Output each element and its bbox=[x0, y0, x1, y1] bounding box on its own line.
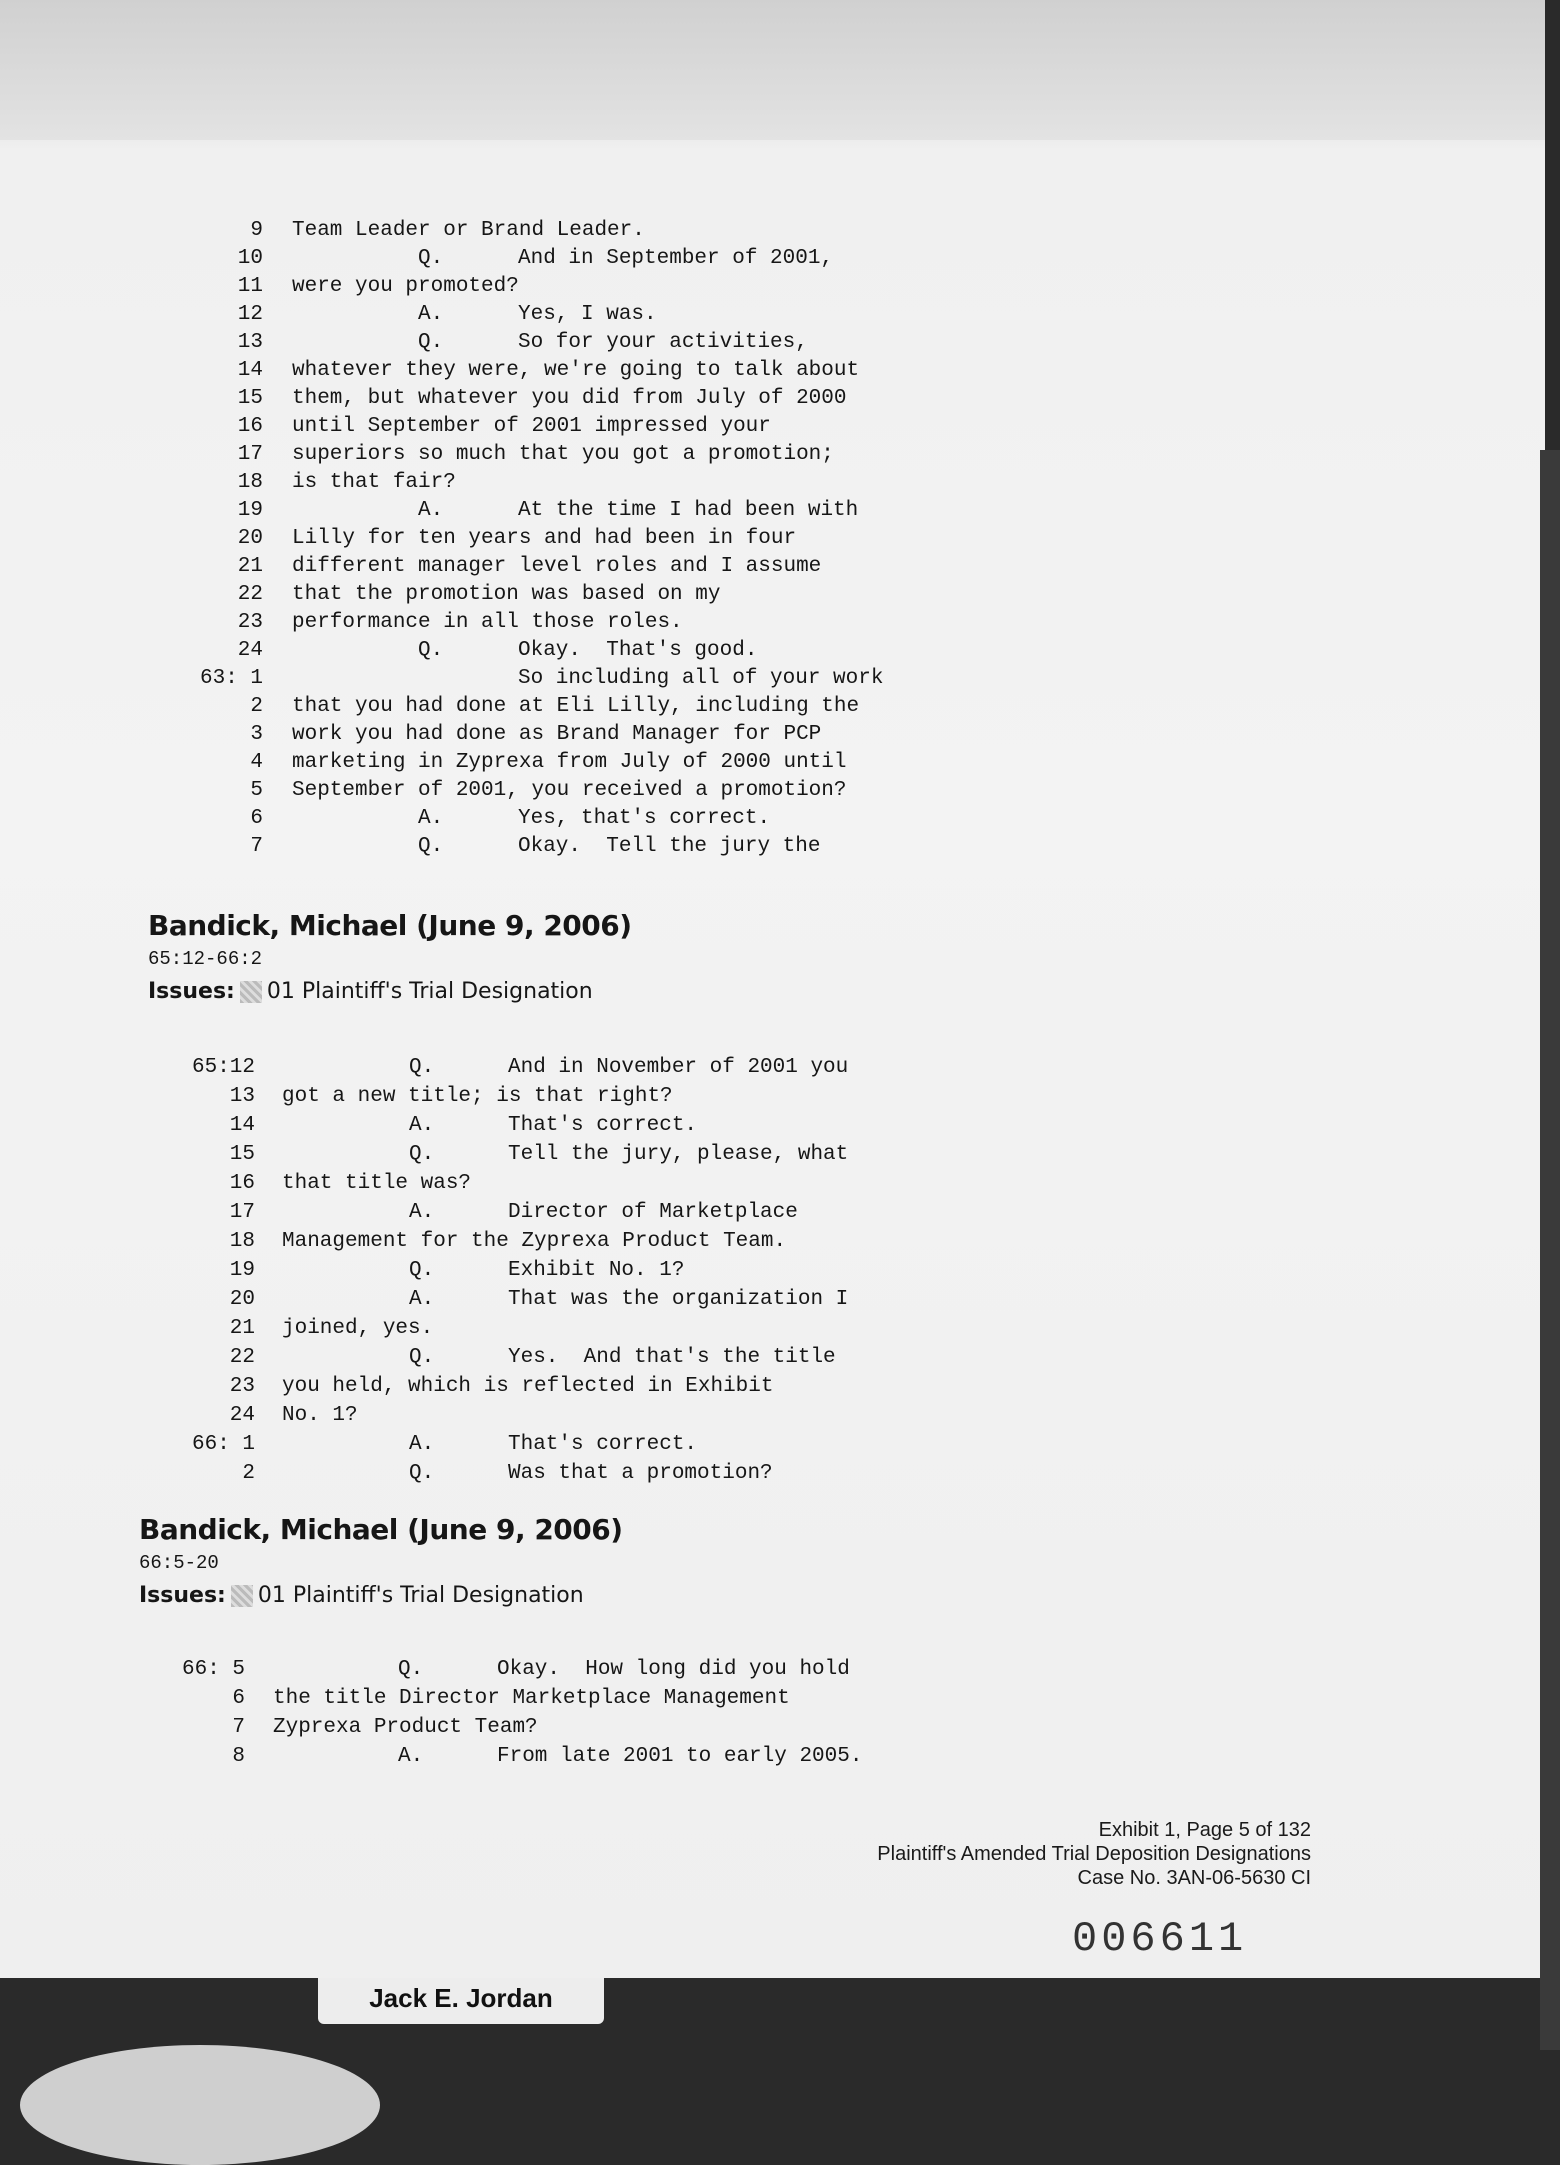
speaker-label: Q. bbox=[409, 1462, 435, 1485]
transcript-line bbox=[0, 274, 1000, 300]
line-number: 65:12 bbox=[191, 1056, 255, 1079]
transcript-line bbox=[0, 470, 1000, 496]
exhibit-page: Exhibit 1, Page 5 of 132 bbox=[1098, 1819, 1311, 1841]
line-text: Tell the jury, please, what bbox=[508, 1143, 849, 1166]
line-number: 14 bbox=[237, 359, 263, 382]
line-number: 6 bbox=[250, 807, 263, 830]
speaker-label: Q. bbox=[409, 1143, 435, 1166]
transcript-line bbox=[0, 1714, 1000, 1741]
line-text: No. 1? bbox=[282, 1404, 358, 1427]
transcript-line bbox=[0, 218, 1000, 244]
speaker-label: A. bbox=[409, 1114, 435, 1137]
speaker-label: Q. bbox=[409, 1346, 435, 1369]
transcript-line bbox=[0, 1460, 1000, 1487]
transcript-line bbox=[0, 1199, 1000, 1226]
line-number: 13 bbox=[229, 1085, 255, 1108]
transcript-line bbox=[0, 778, 1000, 804]
line-text: Okay. That's good. bbox=[518, 639, 758, 662]
line-text: And in September of 2001, bbox=[518, 247, 834, 270]
issue-color-icon bbox=[231, 1585, 253, 1607]
transcript-line bbox=[0, 1743, 1000, 1770]
line-text: that the promotion was based on my bbox=[292, 583, 721, 606]
speaker-label: A. bbox=[418, 499, 444, 522]
line-text: joined, yes. bbox=[282, 1317, 434, 1340]
line-text: work you had done as Brand Manager for PCP bbox=[292, 723, 822, 746]
line-text: Was that a promotion? bbox=[508, 1462, 773, 1485]
transcript-line bbox=[0, 694, 1000, 720]
line-text: From late 2001 to early 2005. bbox=[497, 1745, 863, 1768]
issues-line bbox=[139, 1582, 584, 1610]
line-text: until September of 2001 impressed your bbox=[292, 415, 771, 438]
line-text: So including all of your work bbox=[518, 667, 884, 690]
transcript-line bbox=[0, 1286, 1000, 1313]
previous-page-edge bbox=[0, 0, 1545, 140]
line-text: Okay. Tell the jury the bbox=[518, 835, 821, 858]
issues-label: Issues: bbox=[139, 1583, 226, 1608]
transcript-line bbox=[0, 1257, 1000, 1284]
transcript-line bbox=[0, 1141, 1000, 1168]
transcript-line bbox=[0, 1402, 1000, 1429]
line-number: 16 bbox=[237, 415, 263, 438]
line-text: So for your activities, bbox=[518, 331, 808, 354]
line-number: 66: 5 bbox=[181, 1658, 245, 1681]
issues-text: 01 Plaintiff's Trial Designation bbox=[257, 1583, 584, 1608]
transcript-line bbox=[0, 414, 1000, 440]
page-line-range: 65:12-66:2 bbox=[148, 948, 263, 970]
line-text: that you had done at Eli Lilly, including the bbox=[292, 695, 860, 718]
line-text: That was the organization I bbox=[508, 1288, 849, 1311]
line-number: 2 bbox=[250, 695, 263, 718]
transcript-line bbox=[0, 722, 1000, 748]
transcript-line bbox=[0, 1170, 1000, 1197]
line-text: you held, which is reflected in Exhibit bbox=[282, 1375, 774, 1398]
deponent-header: Bandick, Michael (June 9, 2006) bbox=[148, 909, 632, 942]
line-number: 2 bbox=[242, 1462, 255, 1485]
line-number: 8 bbox=[232, 1745, 245, 1768]
line-number: 10 bbox=[237, 247, 263, 270]
line-number: 23 bbox=[229, 1375, 255, 1398]
line-number: 22 bbox=[229, 1346, 255, 1369]
speaker-label: Q. bbox=[418, 331, 444, 354]
issues-text: 01 Plaintiff's Trial Designation bbox=[266, 979, 593, 1004]
line-text: Okay. How long did you hold bbox=[497, 1658, 850, 1681]
line-number: 15 bbox=[237, 387, 263, 410]
transcript-line bbox=[0, 638, 1000, 664]
line-text: Zyprexa Product Team? bbox=[273, 1716, 538, 1739]
transcript-line bbox=[0, 526, 1000, 552]
line-text: Director of Marketplace bbox=[508, 1201, 798, 1224]
transcript-line bbox=[0, 1685, 1000, 1712]
transcript-line bbox=[0, 1315, 1000, 1342]
line-number: 20 bbox=[229, 1288, 255, 1311]
transcript-line bbox=[0, 498, 1000, 524]
line-number: 16 bbox=[229, 1172, 255, 1195]
transcript-line bbox=[0, 1083, 1000, 1110]
line-number: 9 bbox=[250, 219, 263, 242]
line-number: 20 bbox=[237, 527, 263, 550]
line-number: 6 bbox=[232, 1687, 245, 1710]
speaker-label: A. bbox=[409, 1288, 435, 1311]
line-text: whatever they were, we're going to talk about bbox=[292, 359, 860, 382]
line-text: September of 2001, you received a promotion? bbox=[292, 779, 847, 802]
line-text: Exhibit No. 1? bbox=[508, 1259, 685, 1282]
transcript-line bbox=[0, 1054, 1000, 1081]
line-text: performance in all those roles. bbox=[292, 611, 683, 634]
line-text: At the time I had been with bbox=[518, 499, 859, 522]
line-text: got a new title; is that right? bbox=[282, 1085, 673, 1108]
line-number: 63: 1 bbox=[199, 667, 263, 690]
line-number: 18 bbox=[229, 1230, 255, 1253]
speaker-label: A. bbox=[398, 1745, 424, 1768]
line-number: 4 bbox=[250, 751, 263, 774]
speaker-label: Q. bbox=[398, 1658, 424, 1681]
line-text: the title Director Marketplace Management bbox=[273, 1687, 790, 1710]
line-text: them, but whatever you did from July of 2000 bbox=[292, 387, 847, 410]
desk-object bbox=[20, 2045, 380, 2165]
line-text: And in November of 2001 you bbox=[508, 1056, 849, 1079]
line-text: is that fair? bbox=[292, 471, 456, 494]
transcript-line bbox=[0, 750, 1000, 776]
line-text: Yes, I was. bbox=[518, 303, 657, 326]
speaker-label: Q. bbox=[418, 835, 444, 858]
case-number: Case No. 3AN-06-5630 CI bbox=[1077, 1867, 1311, 1889]
transcript-line bbox=[0, 1228, 1000, 1255]
background-edge bbox=[1540, 450, 1560, 2050]
transcript-line bbox=[0, 834, 1000, 860]
line-number: 21 bbox=[229, 1317, 255, 1340]
line-text: Team Leader or Brand Leader. bbox=[292, 219, 645, 242]
transcript-line bbox=[0, 1373, 1000, 1400]
line-text: That's correct. bbox=[508, 1433, 698, 1456]
transcript-line bbox=[0, 1656, 1000, 1683]
line-number: 23 bbox=[237, 611, 263, 634]
line-number: 12 bbox=[237, 303, 263, 326]
line-number: 24 bbox=[237, 639, 263, 662]
line-text: different manager level roles and I assume bbox=[292, 555, 822, 578]
line-number: 17 bbox=[229, 1201, 255, 1224]
transcript-line bbox=[0, 386, 1000, 412]
page-line-range: 66:5-20 bbox=[139, 1552, 219, 1574]
line-number: 7 bbox=[232, 1716, 245, 1739]
line-number: 24 bbox=[229, 1404, 255, 1427]
line-text: Management for the Zyprexa Product Team. bbox=[282, 1230, 787, 1253]
transcript-line bbox=[0, 1112, 1000, 1139]
line-number: 18 bbox=[237, 471, 263, 494]
line-number: 66: 1 bbox=[191, 1433, 255, 1456]
exhibit-footer bbox=[877, 1818, 1311, 1890]
issues-line bbox=[148, 978, 593, 1006]
transcript-line bbox=[0, 610, 1000, 636]
transcript-line bbox=[0, 358, 1000, 384]
transcript-line bbox=[0, 666, 1000, 692]
line-number: 17 bbox=[237, 443, 263, 466]
speaker-label: Q. bbox=[409, 1056, 435, 1079]
line-number: 3 bbox=[250, 723, 263, 746]
line-text: That's correct. bbox=[508, 1114, 698, 1137]
document-title: Plaintiff's Amended Trial Deposition Designations bbox=[877, 1843, 1311, 1865]
speaker-label: Q. bbox=[409, 1259, 435, 1282]
line-number: 21 bbox=[237, 555, 263, 578]
bates-number: 006611 bbox=[1072, 1915, 1248, 1963]
speaker-label: A. bbox=[409, 1433, 435, 1456]
transcript-line bbox=[0, 302, 1000, 328]
line-text: superiors so much that you got a promotion; bbox=[292, 443, 834, 466]
transcript-line bbox=[0, 1344, 1000, 1371]
transcript-line bbox=[0, 246, 1000, 272]
line-text: were you promoted? bbox=[292, 275, 519, 298]
line-text: Yes, that's correct. bbox=[518, 807, 771, 830]
line-number: 13 bbox=[237, 331, 263, 354]
speaker-label: Q. bbox=[418, 639, 444, 662]
speaker-label: A. bbox=[418, 303, 444, 326]
line-number: 22 bbox=[237, 583, 263, 606]
transcript-line bbox=[0, 554, 1000, 580]
line-text: Lilly for ten years and had been in four bbox=[292, 527, 797, 550]
line-number: 15 bbox=[229, 1143, 255, 1166]
issues-label: Issues: bbox=[148, 979, 235, 1004]
transcript-line bbox=[0, 1431, 1000, 1458]
line-number: 7 bbox=[250, 835, 263, 858]
issue-color-icon bbox=[240, 981, 262, 1003]
speaker-label: A. bbox=[409, 1201, 435, 1224]
line-text: marketing in Zyprexa from July of 2000 until bbox=[292, 751, 847, 774]
line-text: Yes. And that's the title bbox=[508, 1346, 836, 1369]
transcript-line bbox=[0, 330, 1000, 356]
transcript-line bbox=[0, 582, 1000, 608]
folder-tab-label: Jack E. Jordan bbox=[318, 1978, 604, 2024]
line-number: 11 bbox=[237, 275, 263, 298]
line-text: that title was? bbox=[282, 1172, 472, 1195]
deponent-header: Bandick, Michael (June 9, 2006) bbox=[139, 1513, 623, 1546]
speaker-label: A. bbox=[418, 807, 444, 830]
line-number: 5 bbox=[250, 779, 263, 802]
line-number: 19 bbox=[237, 499, 263, 522]
line-number: 19 bbox=[229, 1259, 255, 1282]
speaker-label: Q. bbox=[418, 247, 444, 270]
transcript-line bbox=[0, 806, 1000, 832]
transcript-line bbox=[0, 442, 1000, 468]
line-number: 14 bbox=[229, 1114, 255, 1137]
